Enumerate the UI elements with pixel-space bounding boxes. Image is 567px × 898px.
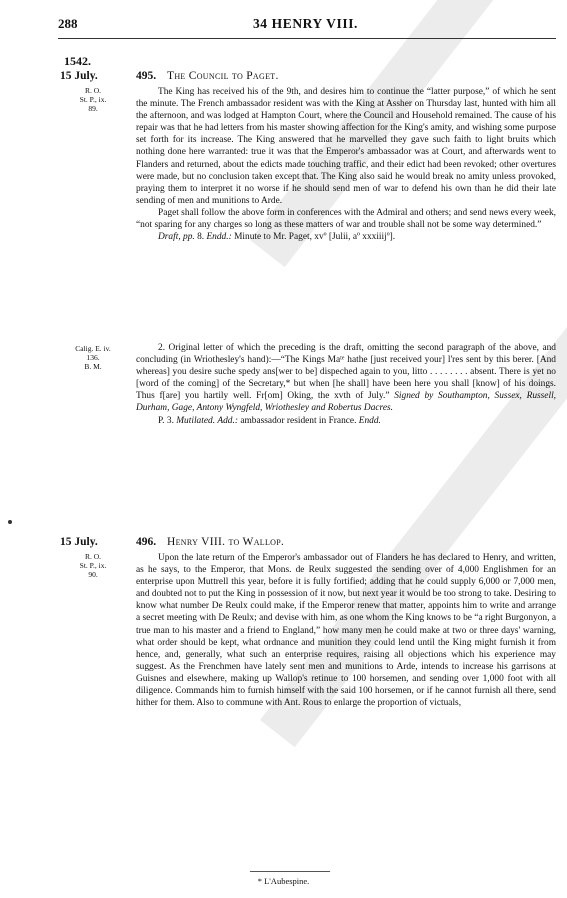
- body-paragraph: Upon the late return of the Emperor's ambassador out of Flanders he has declared to Henry, and written, as he says, to the Emperor, that Mons. de Reulx suggested the sending over of 4,000 Englishmen for an enterprise upon Muttrell this year, before it is fully fortified; adding that he could supply 6,000 or 7,000 men, and doubted not to put the King in possession of it now, but next year it would be too strong to take. Desiring to know what number De Reulx could make, if the Emperor renew that matter, appoints him to write and arrange a secret meeting with De Reulx; and devise with him, as one whom the King knows to be “a right Burgonyon, a true man to his master and a friend to England,” how many men he could make at two or three days' warning, what order should be kept, what ordnance and munition they could lend until the King might furnish it from hence, and, generally, what such an enterprise requires, raising all objections which his experience may suggest. As the Frenchmen have lately sent men and munitions to Arde, intends to increase his garrisons at Guisnes and elsewhere, making up Wallop's retinue to 100 horsemen, and sending over 1,000 foot with all diligence. Commands him to furnish himself with the said 100 horsemen, or if he cannot furnish all there, send hither for them. Also to commune with Ant. Rous to enlarge the proportion of victuals,: [136, 553, 556, 709]
- archive-reference: [62, 344, 124, 371]
- body-paragraph: [136, 342, 556, 415]
- entry-body: [136, 86, 556, 243]
- ref-line: 89.: [88, 104, 98, 113]
- original-letter-text: 2. Original letter of which the preceding is the draft, omitting the second paragraph of the above, and concluding (in Wriothesley's hand):—“The Kings Maᵗᵉ hathe [just received your] l'res sent by this berer. [And whereas] you desire suche spedy ans[wer to be] dispeched again to you, litto . . . . . . . . absent. There is yet no [word of the coming] of the Secretary,* but when [he shall] have been here you shall [know] of his doings. Thus f[are] you hartily well. Fr[om] Oking, the xvth of July.”: [136, 343, 556, 402]
- entry-date: 15 July.: [60, 536, 98, 548]
- year-marker: 1542.: [64, 54, 91, 68]
- mutilated-label: Mutilated.: [176, 415, 216, 426]
- footnote: * L'Aubespine.: [257, 876, 310, 886]
- add-text: ambassador resident in France.: [240, 415, 357, 426]
- p-label: P.: [158, 415, 165, 426]
- entry-495-original: [58, 342, 556, 522]
- add-label: Add.:: [217, 415, 238, 426]
- entry-body: [136, 552, 556, 709]
- entry-date: 15 July.: [60, 70, 98, 82]
- page-number: 288: [58, 16, 78, 31]
- ref-line: R. O.: [84, 86, 102, 95]
- entry-496: [58, 536, 556, 866]
- entry-heading: [136, 70, 279, 82]
- mutilated-note: [136, 415, 556, 427]
- ref-line: St. P., ix.: [79, 95, 107, 104]
- ref-line: R. O.: [84, 552, 102, 561]
- endd-label: Endd.: [358, 415, 381, 426]
- ref-line: St. P., ix.: [79, 561, 107, 570]
- margin-dot: [8, 520, 12, 524]
- signed-note: Signed by Southampton, Sussex, Russell, Durham, Gage, Antony Wyngfeld, Wriothesley and Robertus Dacres.: [136, 391, 557, 414]
- entry-heading: [136, 536, 284, 548]
- entry-title: The Council to Paget.: [167, 70, 279, 82]
- body-paragraph: The King has received his of the 9th, and desires him to continue the “latter purpose,” of which he sent the minute. The French ambassador resident was with the King at Assher on Thursday last, hunted with him all the afternoon, and was lodged at Hampton Court, where the Council and Household remained. The cause of his repair was that he had letters from his master showing affection for the King's amity, and wishing some purpose set forth for its increase. The King answered that he marvelled they gave such faith to light bruits which nothing done here warranted: true it was that the Emperor's ambassador was at Court, and afterwards went to Flanders and returned, about the edicts made touching traffic, and their edict had been revoked; other overtures were made, but no conclusion taken except that. The King also said he would break no amity unless provoked, praying them to interpret it no worse if he should send men of war to defend his own than he did their late sending of men and munitions to Arde.: [136, 87, 556, 206]
- draft-label: Draft, pp.: [158, 232, 195, 243]
- archive-reference: [62, 552, 124, 579]
- entry-number: 496.: [136, 536, 157, 548]
- ref-line: B. M.: [84, 362, 102, 371]
- ref-line: 90.: [88, 570, 98, 579]
- ref-line: 136.: [86, 353, 100, 362]
- endd-text: Minute to Mr. Paget, xvº [Julii, aº xxxiiijº].: [234, 232, 396, 243]
- p-value: 3.: [166, 415, 174, 426]
- entry-495: [58, 70, 556, 340]
- body-paragraph: Paget shall follow the above form in conferences with the Admiral and others; and send news every week, “not sparing for any charges so long as these matters of war and trouble shall not be some way determined.”: [136, 207, 556, 231]
- ref-line: Calig. E. iv.: [75, 344, 111, 353]
- endd-label: Endd.:: [206, 232, 232, 243]
- draft-note: [136, 231, 556, 243]
- entry-number: 495.: [136, 70, 157, 82]
- running-title: 34 HENRY VIII.: [252, 16, 359, 31]
- entry-body: [136, 342, 556, 427]
- archive-reference: [62, 86, 124, 113]
- footnote-rule: [250, 871, 330, 872]
- page-header: [58, 16, 553, 36]
- draft-pages: 8.: [197, 232, 205, 243]
- entry-title: Henry VIII. to Wallop.: [167, 536, 285, 548]
- header-rule: [58, 38, 556, 39]
